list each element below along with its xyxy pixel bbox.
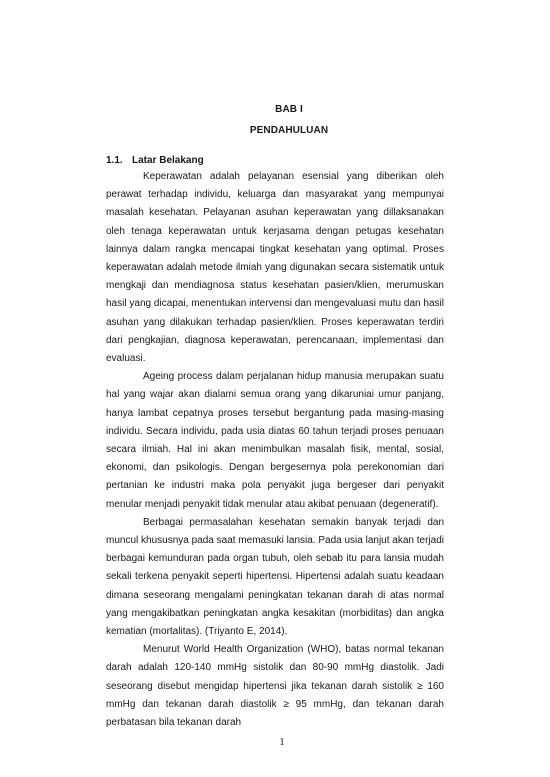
body-text [106,168,444,732]
section-number: 1.1. [106,155,123,166]
paragraph: Keperawatan adalah pelayanan esensial yang diberikan oleh perawat terhadap individu, keluarga dan masyarakat yang mempunyai masalah kesehatan. Pelayanan asuhan keperawatan yang dillaksanakan oleh tenaga keperawatan untuk kerjasama dengan petugas kesehatan lainnya dalam rangka mencapai tingkat kesehatan yang optimal. Proses keperawatan adalah metode ilmiah yang digunakan secara sistematik untuk mengkaji dan mendiagnosa status kesehatan pasien/klien, merumuskan hasil yang dicapai, menentukan intervensi dan mengevaluasi mutu dan hasil asuhan yang dilakukan terhadap pasien/klien. Proses keperawatan terdiri dari pengkajian, diagnosa keperawatan, perencanaan, implementasi dan evaluasi. [106,171,444,365]
paragraph: Berbagai permasalahan kesehatan semakin banyak terjadi dan muncul khususnya pada saat memasuki lansia. Pada usia lanjut akan terjadi berbagai kemunduran pada organ tubuh, oleh sebab itu para lansia mudah sekali terkena penyakit seperti hipertensi. Hipertensi adalah suatu keadaan dimana seseorang mengalami peningkatan tekanan darah di atas normal yang mengakibatkan peningkatan angka kesakitan (morbiditas) dan angka kematian (mortalitas). (Triyanto E, 2014). [106,516,444,638]
section-heading [106,155,204,166]
section-title: Latar Belakang [132,155,204,166]
chapter-number: BAB I [275,104,303,115]
paragraph: Ageing process dalam perjalanan hidup manusia merupakan suatu hal yang wajar akan dialami semua orang yang dikaruniai umur panjang, hanya lambat cepatnya proses tersebut bergantung pada masing-masing individu. Secara individu, pada usia diatas 60 tahun terjadi proses penuaan secara ilmiah. Hal ini akan menimbulkan masalah fisik, mental, sosial, ekonomi, dan psikologis. Dengan bergesernya pola perekonomian dari pertanian ke industri maka pola penyakit juga bergeser dari penyakit menular menjadi penyakit tidak menular atau akibat penuaan (degeneratif). [106,371,444,510]
chapter-title: PENDAHULUAN [249,125,329,136]
paragraph: Menurut World Health Organization (WHO), batas normal tekanan darah adalah 120-140 mmHg sistolik dan 80-90 mmHg diastolik. Jadi seseorang disebut mengidap hipertensi jika tekanan darah sistolik ≥ 160 mmHg dan tekanan darah diastolik ≥ 95 mmHg, dan tekanan darah perbatasan bila tekanan darah [106,644,444,729]
page-number: 1 [279,736,285,748]
